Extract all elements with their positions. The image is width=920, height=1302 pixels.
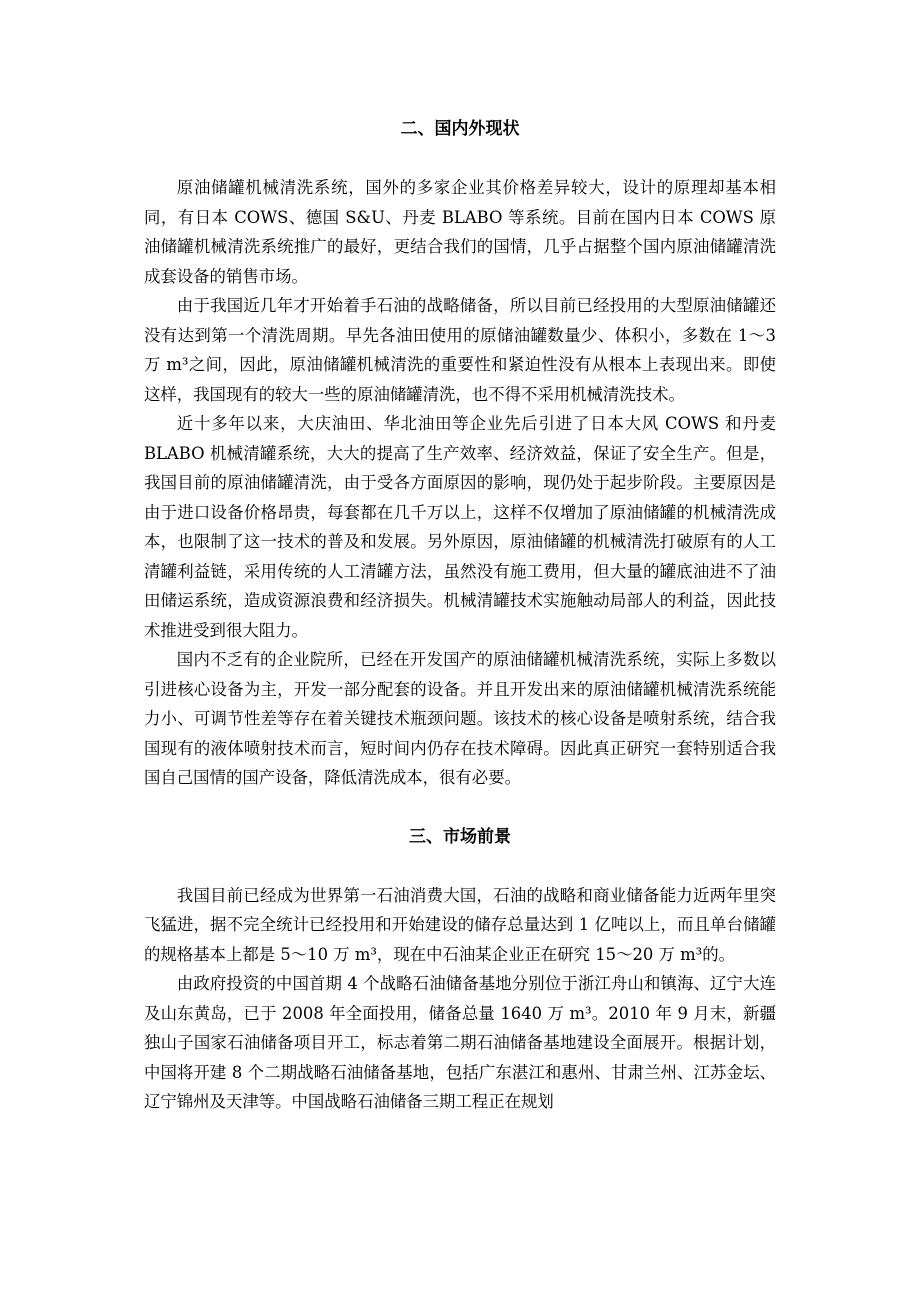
paragraph: 近十多年以来，大庆油田、华北油田等企业先后引进了日本大风 COWS 和丹麦 BLABO 机械清罐系统，大大的提高了生产效率、经济效益，保证了安全生产。但是，我国目前的原油储罐清洗，由于受各方面原因的影响，现仍处于起步阶段。主要原因是由于进口设备价格昂贵，每套都在几千万以上，这样不仅增加了原油储罐的机械清洗成本，也限制了这一技术的普及和发展。另外原因，原油储罐的机械清洗打破原有的人工清罐利益链，采用传统的人工清罐方法，虽然没有施工费用，但大量的罐底油进不了油田储运系统，造成资源浪费和经济损失。机械清罐技术实施触动局部人的利益，因此技术推进受到很大阻力。 bbox=[144, 414, 776, 640]
section-heading: 三、市场前景 bbox=[409, 826, 511, 847]
paragraph: 国内不乏有的企业院所，已经在开发国产的原油储罐机械清洗系统，实际上多数以引进核心设备为主，开发一部分配套的设备。并且开发出来的原油储罐机械清洗系统能力小、可调节性差等存在着关键技术瓶颈问题。该技术的核心设备是喷射系统，结合我国现有的液体喷射技术而言，短时间内仍存在技术障碍。因此真正研究一套特别适合我国自己国情的国产设备，降低清洗成本，很有必要。 bbox=[144, 650, 776, 787]
paragraph: 由政府投资的中国首期 4 个战略石油储备基地分别位于浙江舟山和镇海、辽宁大连及山东黄岛，已于 2008 年全面投用，储备总量 1640 万 m³。2010 年 9 月末，新疆独山子国家石油储备项目开工，标志着第二期石油储备基地建设全面展开。根据计划，中国将开建 8 个二期战略石油储备基地，包括广东湛江和惠州、甘肃兰州、江苏金坛、辽宁锦州及天津等。中国战略石油储备三期工程正在规划 bbox=[144, 974, 776, 1111]
paragraph: 由于我国近几年才开始着手石油的战略储备，所以目前已经投用的大型原油储罐还没有达到第一个清洗周期。早先各油田使用的原储油罐数量少、体积小，多数在 1～3 万 m³之间，因此，原油储罐机械清洗的重要性和紧迫性没有从根本上表现出来。即使这样，我国现有的较大一些的原油储罐清洗，也不得不采用机械清洗技术。 bbox=[144, 296, 776, 404]
paragraph: 原油储罐机械清洗系统，国外的多家企业其价格差异较大，设计的原理却基本相同，有日本 COWS、德国 S&U、丹麦 BLABO 等系统。目前在国内日本 COWS 原油储罐机械清洗系统推广的最好，更结合我们的国情，几乎占据整个国内原油储罐清洗成套设备的销售市场。 bbox=[144, 178, 776, 286]
paragraph: 我国目前已经成为世界第一石油消费大国，石油的战略和商业储备能力近两年里突飞猛进，据不完全统计已经投用和开始建设的储存总量达到 1 亿吨以上，而且单台储罐的规格基本上都是 5～10 万 m³，现在中石油某企业正在研究 15～20 万 m³的。 bbox=[144, 885, 776, 964]
section-heading: 二、国内外现状 bbox=[400, 119, 520, 139]
document-page bbox=[144, 112, 776, 1117]
